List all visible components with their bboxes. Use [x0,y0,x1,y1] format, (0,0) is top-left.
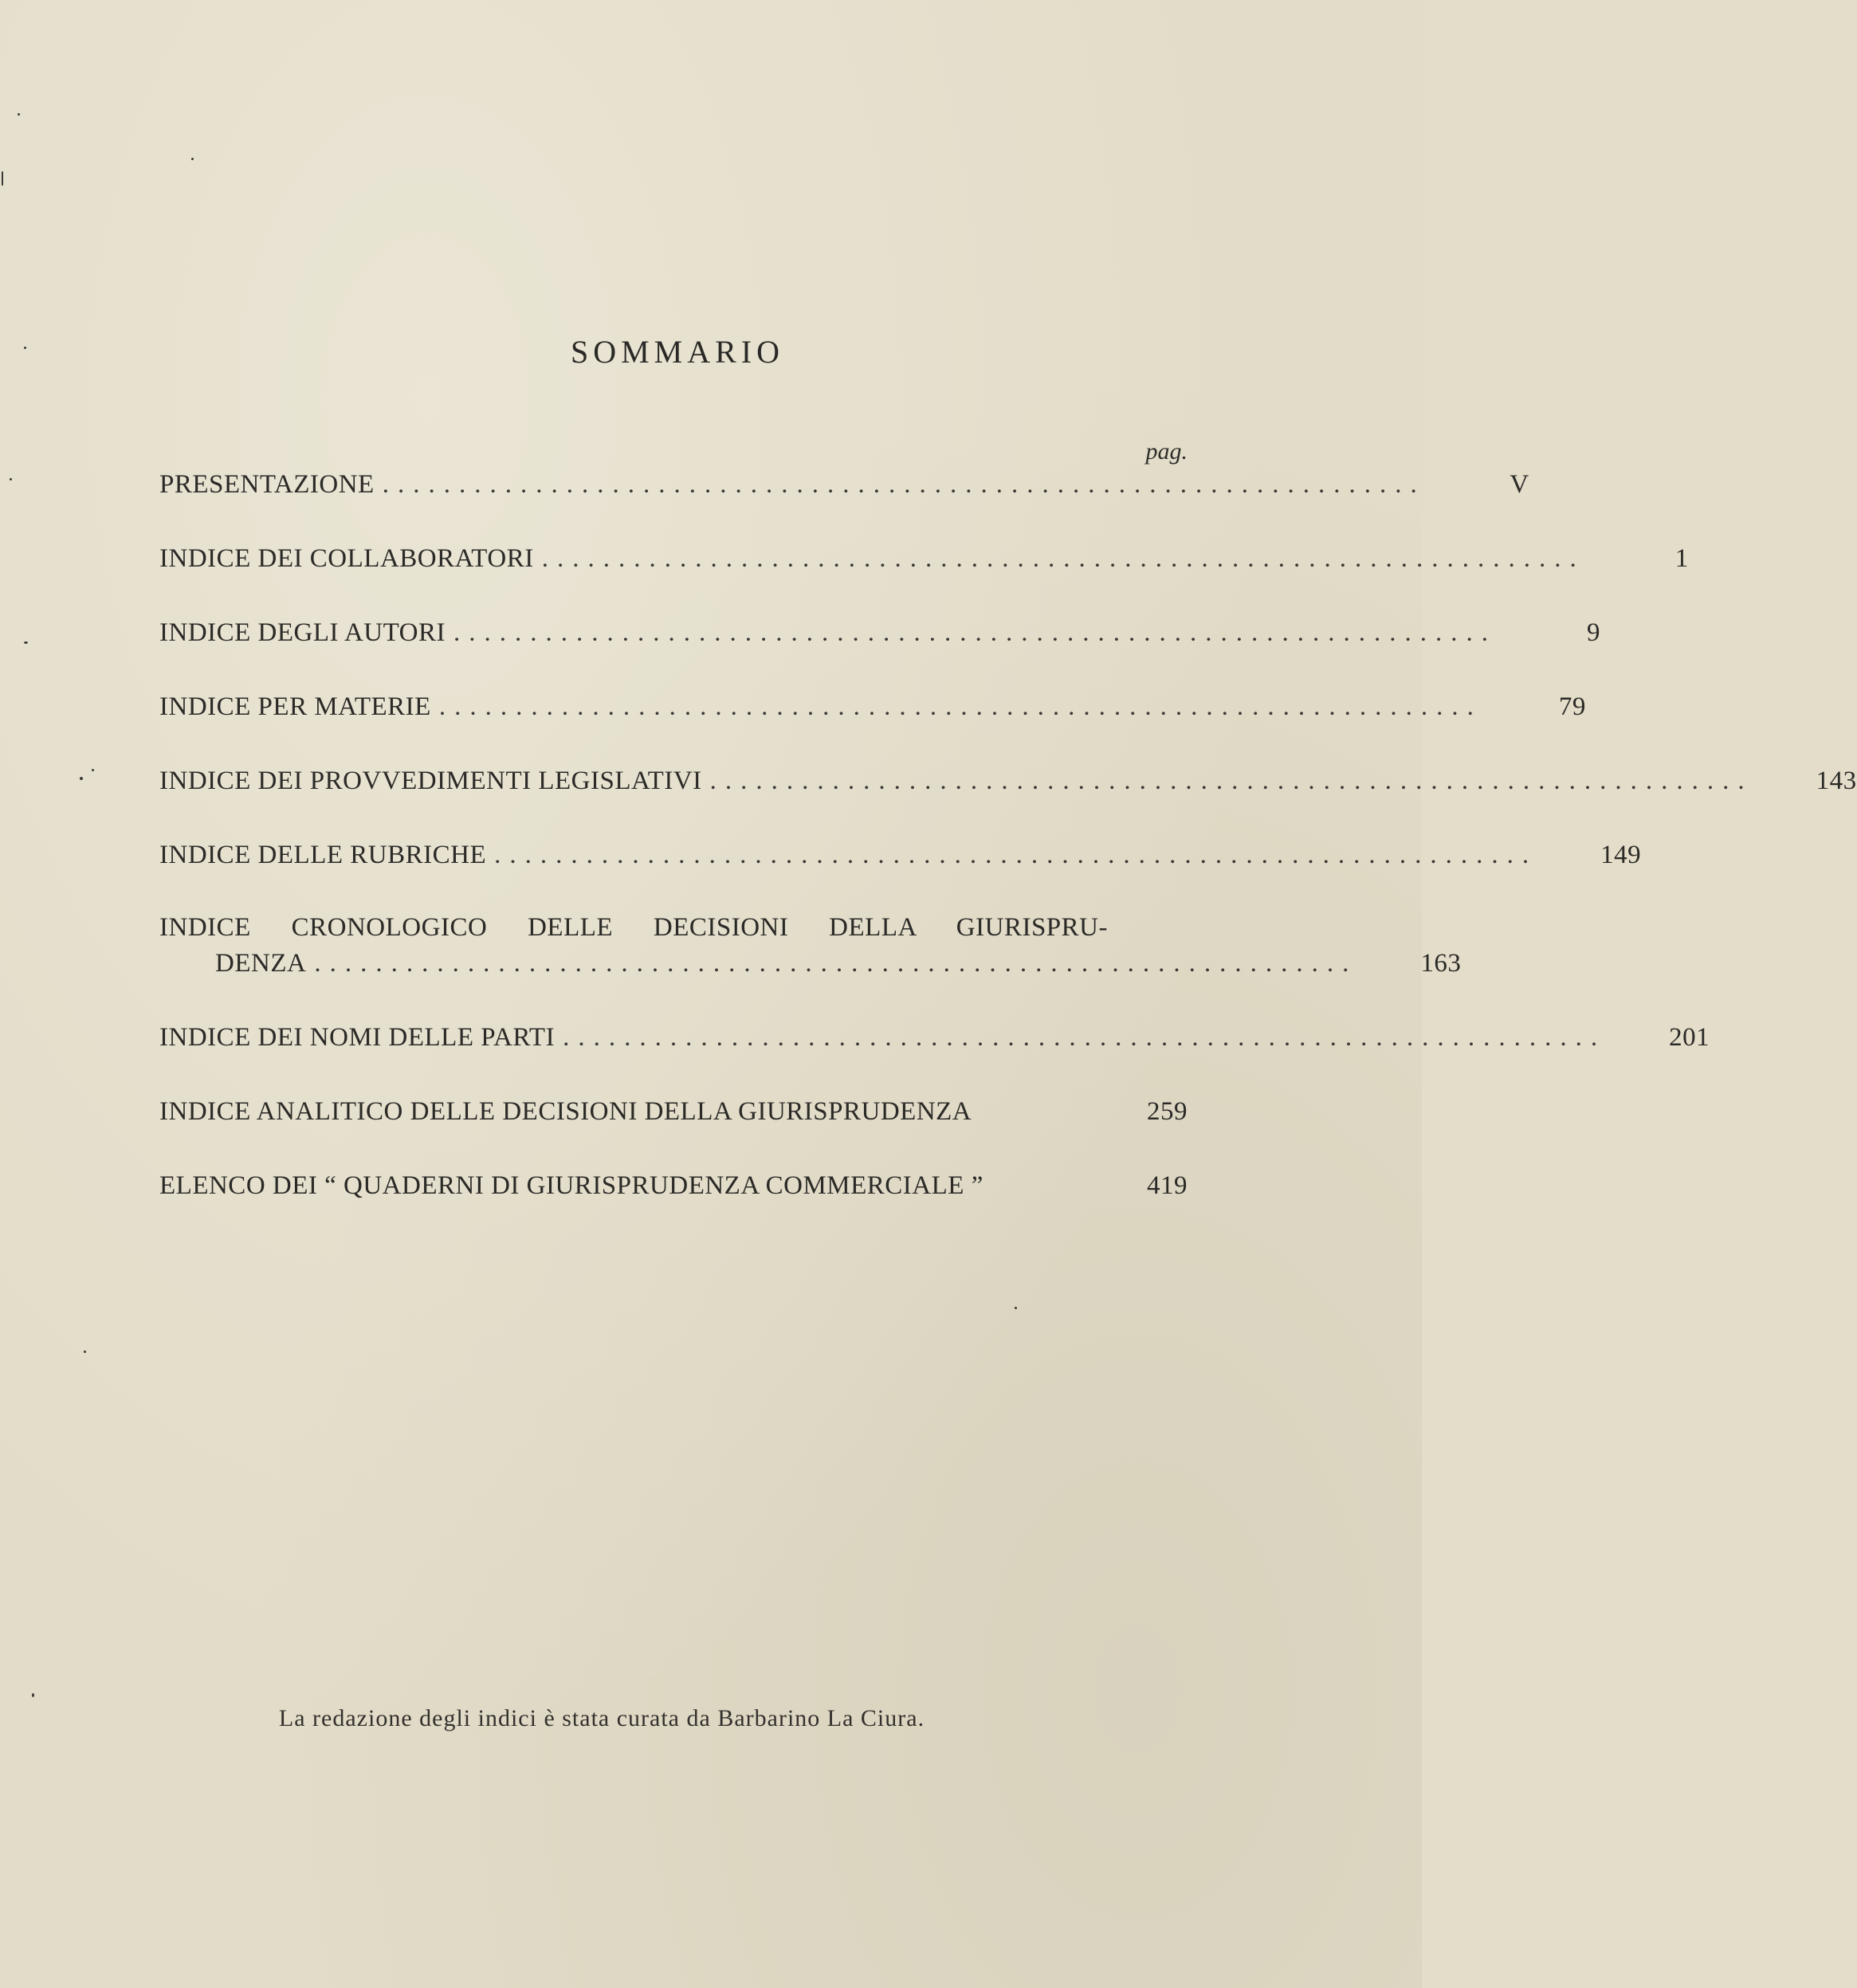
toc-entry [159,767,1857,803]
dot-leader: .................................................................... [453,618,1498,647]
toc-entry-page: 259 [1147,1097,1188,1126]
toc-entry [159,841,1642,877]
toc-entry-page: 163 [1420,949,1462,978]
dot-leader: .................................................................... [438,692,1482,721]
scan-speck [191,158,194,160]
toc-entry-page: 9 [1587,618,1601,647]
toc-entry-continuation: DENZA [215,949,307,978]
toc-entry-label: INDICE DEI COLLABORATORI [159,544,534,573]
toc-entry-label: INDICE DELLE RUBRICHE [159,841,487,869]
toc-entry-label: INDICE DEI PROVVEDIMENTI LEGISLATIVI [159,767,702,795]
dot-leader: .................................................................... [709,767,1753,795]
dot-leader: .................................................................... [494,841,1538,869]
toc-entry [159,1097,1188,1134]
toc-entry-label: INDICE CRONOLOGICO DELLE DECISIONI DELLA GIURISPRU- [159,913,1108,942]
toc-entry-page: V [1510,470,1529,499]
toc-entry-page: 201 [1669,1023,1710,1052]
page-column-label: pag. [1145,438,1188,465]
scan-speck [92,769,94,771]
toc-entry [159,692,1586,729]
toc-entry-page: 1 [1674,544,1689,573]
toc-entry [159,1171,1188,1208]
scan-speck [10,478,12,480]
toc-entry [159,949,1462,986]
toc-entry-label: INDICE ANALITICO DELLE DECISIONI DELLA GIURISPRUDENZA [159,1097,972,1126]
toc-entry-label: INDICE PER MATERIE [159,692,431,721]
toc-entry-page: 149 [1600,841,1642,869]
toc-entry-page: 79 [1558,692,1586,721]
scan-speck [24,641,28,644]
toc-entry-label: INDICE DEGLI AUTORI [159,618,446,647]
toc-entry [159,1023,1710,1060]
scan-speck [80,777,83,780]
dot-leader: .................................................................... [314,949,1358,978]
dot-leader: .................................................................... [563,1023,1607,1052]
toc-entry [159,470,1529,507]
toc-entry-label: INDICE DEI NOMI DELLE PARTI [159,1023,556,1052]
toc-entry-label: ELENCO DEI “ QUADERNI DI GIURISPRUDENZA COMMERCIALE ” [159,1171,983,1200]
page-title: SOMMARIO [570,334,785,370]
scan-speck [84,1351,86,1353]
toc-entry-page: 143 [1816,767,1857,795]
credit-line: La redazione degli indici è stata curata da Barbarino La Ciura. [278,1705,925,1731]
toc-entry-page: 419 [1147,1171,1188,1200]
scan-speck [1015,1307,1017,1309]
scan-speck [18,113,20,116]
toc-entry [159,618,1601,655]
dot-leader: .................................................................... [541,544,1585,573]
toc-entry-first-line [159,913,1108,950]
toc-entry-label: PRESENTAZIONE [159,470,375,499]
scan-speck [2,171,3,186]
toc-entry [159,544,1689,581]
dot-leader: .................................................................... [382,470,1426,499]
scan-speck [32,1693,34,1697]
